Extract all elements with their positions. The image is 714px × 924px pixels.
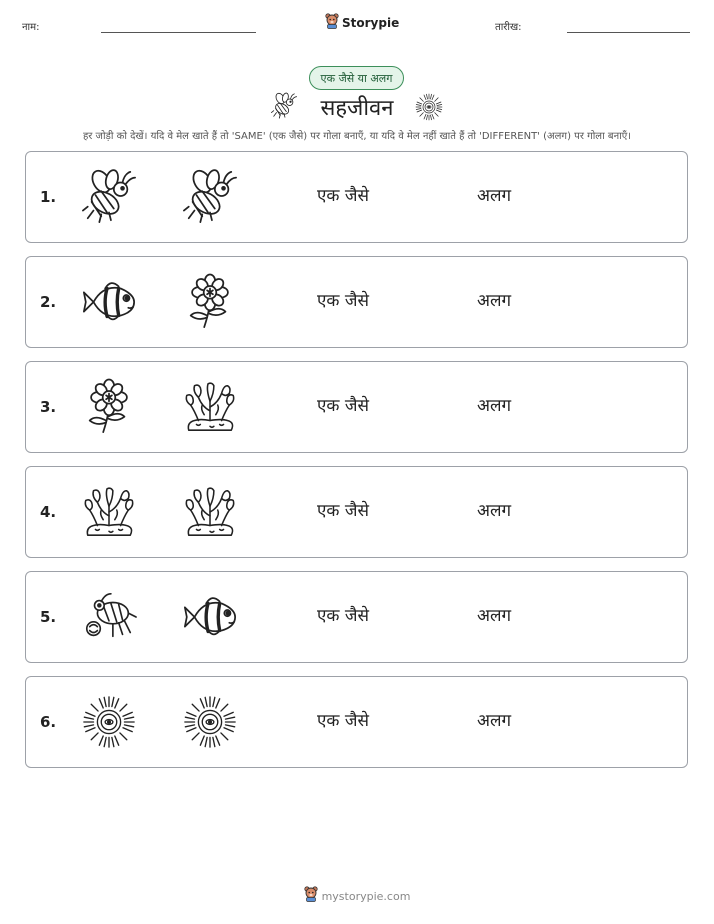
footer-url[interactable]: mystorypie.com xyxy=(321,889,411,903)
row-number: 5. xyxy=(40,608,57,626)
different-option[interactable]: अलग xyxy=(477,711,512,731)
date-label: तारीख: xyxy=(495,22,522,33)
row-number: 3. xyxy=(40,398,57,416)
same-option[interactable]: एक जैसे xyxy=(317,291,369,311)
pair-row-5 xyxy=(25,571,688,663)
activity-badge: एक जैसे या अलग xyxy=(309,66,404,90)
coral-icon xyxy=(181,483,239,541)
bee-icon xyxy=(80,168,138,226)
clownfish-icon xyxy=(181,588,239,646)
brand-logo xyxy=(325,13,399,33)
row-number: 6. xyxy=(40,713,57,731)
coral-icon xyxy=(181,378,239,436)
pair-row-3 xyxy=(25,361,688,453)
flower-icon xyxy=(80,378,138,436)
pair-row-2 xyxy=(25,256,688,348)
same-option[interactable]: एक जैसे xyxy=(317,711,369,731)
pair-row-1 xyxy=(25,151,688,243)
different-option[interactable]: अलग xyxy=(477,291,512,311)
row-number: 1. xyxy=(40,188,57,206)
hermit-crab-icon xyxy=(80,588,138,646)
different-option[interactable]: अलग xyxy=(477,606,512,626)
bee-icon xyxy=(181,168,239,226)
sea-anemone-icon xyxy=(80,693,138,751)
instructions-text: हर जोड़ी को देखें। यदि वे मेल खाते हैं तो 'SAME' (एक जैसे) पर गोला बनाएँ, या यदि वे मेल नहीं खाते हैं तो 'DIFFERENT' (अलग) पर गोला बनाएँ। xyxy=(82,131,632,142)
pair-row-6 xyxy=(25,676,688,768)
name-line[interactable] xyxy=(101,32,256,33)
same-option[interactable]: एक जैसे xyxy=(317,501,369,521)
sea-anemone-icon xyxy=(414,92,444,126)
brand-name: Storypie xyxy=(342,16,400,30)
page-title: सहजीवन xyxy=(320,96,394,121)
row-number: 4. xyxy=(40,503,57,521)
page-footer xyxy=(0,886,714,906)
sea-anemone-icon xyxy=(181,693,239,751)
row-number: 2. xyxy=(40,293,57,311)
date-line[interactable] xyxy=(567,32,690,33)
coral-icon xyxy=(80,483,138,541)
same-option[interactable]: एक जैसे xyxy=(317,396,369,416)
bear-mascot-icon xyxy=(304,886,318,906)
different-option[interactable]: अलग xyxy=(477,186,512,206)
flower-icon xyxy=(181,273,239,331)
name-label: नाम: xyxy=(22,22,40,33)
pair-row-4 xyxy=(25,466,688,558)
different-option[interactable]: अलग xyxy=(477,396,512,416)
same-option[interactable]: एक जैसे xyxy=(317,186,369,206)
different-option[interactable]: अलग xyxy=(477,501,512,521)
same-option[interactable]: एक जैसे xyxy=(317,606,369,626)
bear-mascot-icon xyxy=(325,13,339,33)
clownfish-icon xyxy=(80,273,138,331)
worksheet-header xyxy=(0,0,714,50)
